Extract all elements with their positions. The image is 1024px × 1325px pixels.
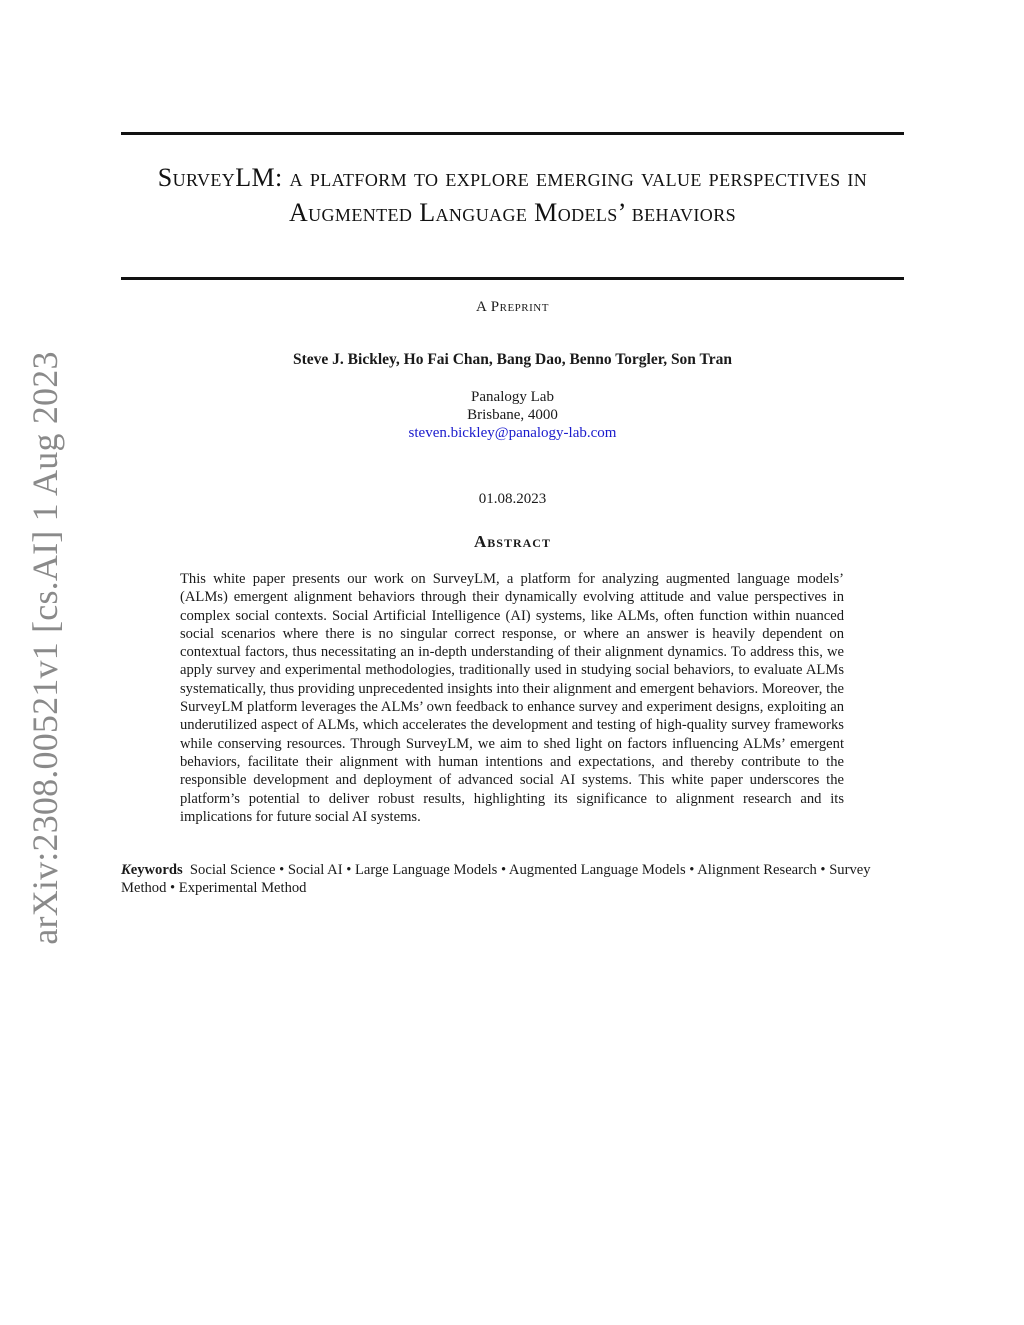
affiliation-block [121, 388, 904, 442]
author-email-link[interactable]: steven.bickley@panalogy-lab.com [408, 425, 617, 441]
title-rule-top [121, 132, 904, 135]
author-list: Steve J. Bickley, Ho Fai Chan, Bang Dao, Benno Torgler, Son Tran [293, 351, 732, 368]
keywords-list: Social Science • Social AI • Large Language Models • Augmented Language Models • Alignment Research • Survey Method • Experimental Method [121, 862, 871, 897]
preprint-label: A Preprint [476, 299, 549, 315]
keywords-label: Keywords [121, 862, 183, 878]
arxiv-identifier-stamp: arXiv:2308.00521v1 [cs.AI] 1 Aug 2023 [25, 351, 65, 945]
paper-date: 01.08.2023 [478, 491, 547, 507]
abstract-text: This white paper presents our work on SurveyLM, a platform for analyzing augmented language models’ (ALMs) emergent alignment behaviors through their dynamically evolving attitude and value perspectives in complex social contexts. Social Artificial Intelligence (AI) systems, like ALMs, often function within nuanced social scenarios where there is no singular correct response, or where an answer is heavily dependent on contextual factors, thus necessitating an in-depth understanding of their alignment dynamics. To address this, we apply survey and experimental methodologies, traditionally used in studying social behaviors, to evaluate ALMs systematically, thus providing unprecedented insights into their alignment and emergent behaviors. Moreover, the SurveyLM platform leverages the ALMs’ own feedback to enhance survey and experiment designs, exploiting an underutilized aspect of ALMs, which accelerates the development and testing of high-quality survey frameworks while conserving resources. Through SurveyLM, we aim to shed light on factors influencing ALMs’ emergent behaviors, facilitate their alignment with human intentions and expectations, and thereby contribute to the responsible development and deployment of advanced social AI systems. This white paper underscores the platform’s potential to deliver robust results, highlighting its significance to alignment research and its implications for future social AI systems. [180, 571, 844, 825]
affiliation-lab: Panalogy Lab [471, 389, 554, 405]
keywords-block [121, 861, 911, 898]
paper-title: SurveyLM: a platform to explore emerging value perspectives in Augmented Language Models’ behaviors [157, 163, 868, 227]
title-rule-bottom [121, 277, 904, 280]
affiliation-location: Brisbane, 4000 [467, 407, 558, 423]
abstract-heading: Abstract [474, 532, 551, 551]
